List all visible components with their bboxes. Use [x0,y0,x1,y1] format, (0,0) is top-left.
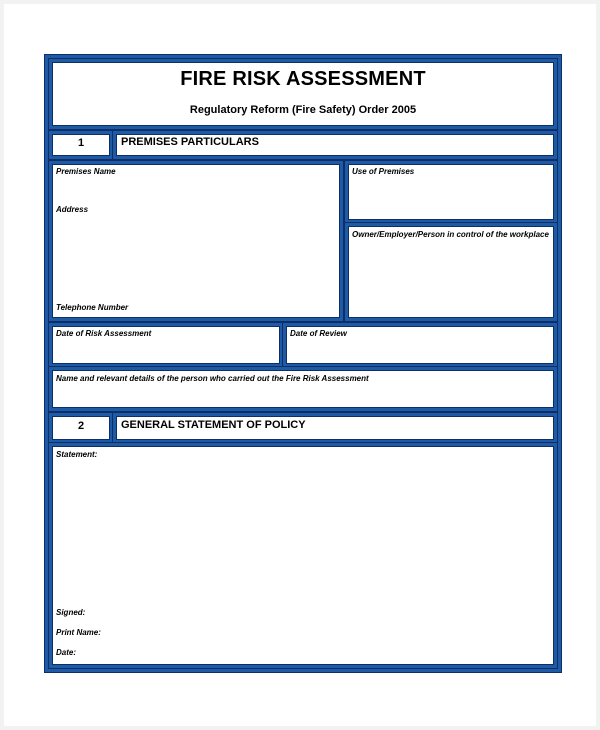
section2-heading: GENERAL STATEMENT OF POLICY [121,419,306,431]
date-assessment-label: Date of Risk Assessment [56,329,152,338]
statement-box[interactable] [49,443,557,668]
premises-name-label: Premises Name [56,167,116,176]
owner-box[interactable] [345,223,557,321]
title-box [49,59,557,129]
assessor-label: Name and relevant details of the person who carried out the Fire Risk Assessment [56,374,369,383]
page-title: FIRE RISK ASSESSMENT [180,68,426,90]
date-assessment-box[interactable] [49,323,283,367]
date-review-label: Date of Review [290,329,347,338]
section1-number: 1 [77,137,85,149]
page-subtitle: Regulatory Reform (Fire Safety) Order 2005 [189,104,417,116]
statement-label: Statement: [56,450,98,459]
assessor-box[interactable] [49,367,557,411]
section1-heading: PREMISES PARTICULARS [121,136,259,148]
signed-label: Signed: [56,608,86,617]
form-page [4,4,596,726]
premises-details-box[interactable] [49,161,343,321]
section1-number-box [49,131,113,159]
use-of-premises-label: Use of Premises [352,167,415,176]
print-name-label: Print Name: [56,628,101,637]
address-label: Address [56,205,89,214]
use-of-premises-box[interactable] [345,161,557,223]
section2-heading-box [113,413,557,443]
section2-number-box [49,413,113,443]
section2-number: 2 [77,420,85,432]
telephone-label: Telephone Number [56,303,129,312]
date-label: Date: [56,648,77,657]
owner-label: Owner/Employer/Person in control of the workplace [352,230,549,239]
section1-heading-box [113,131,557,159]
date-review-box[interactable] [283,323,557,367]
